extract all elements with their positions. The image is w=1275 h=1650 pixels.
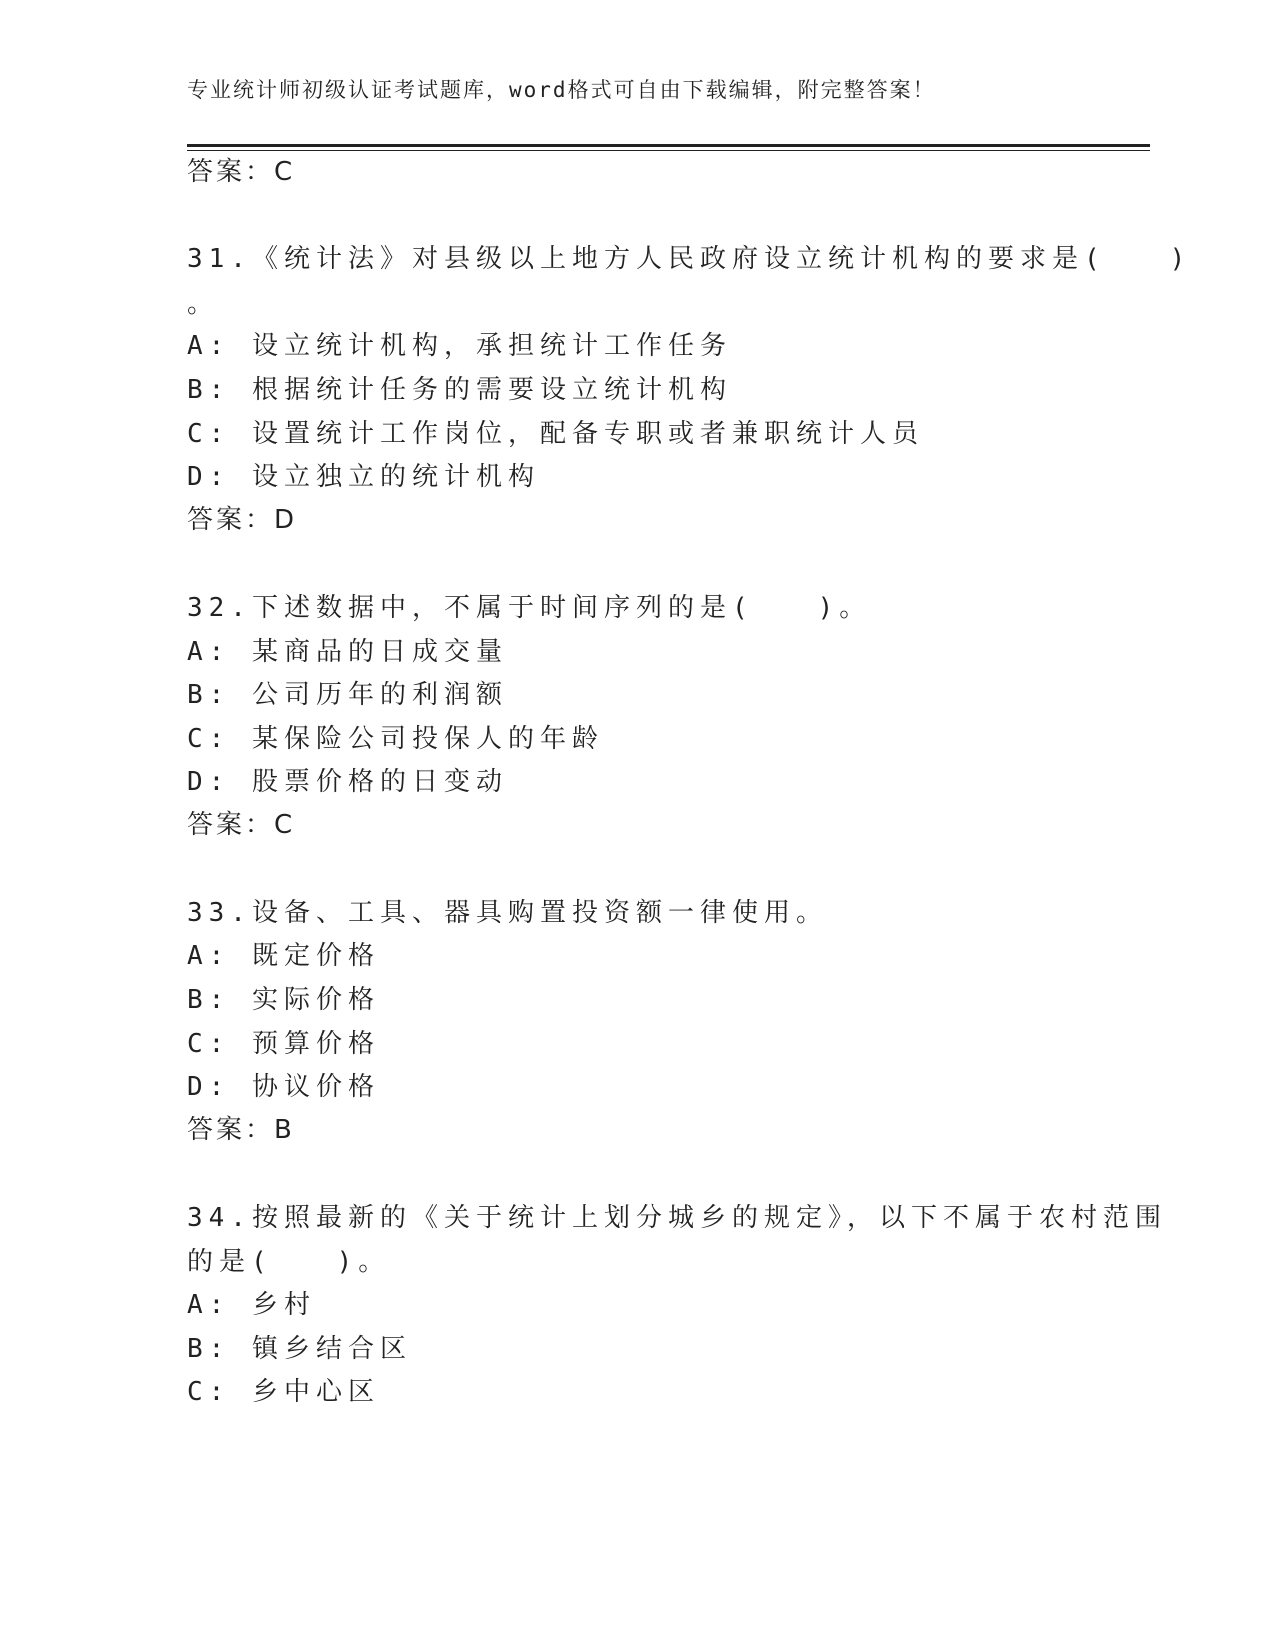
question-31-option-d: D: 设立独立的统计机构	[187, 462, 540, 492]
question-31-stem-cont: 。	[187, 289, 220, 319]
question-31-stem: 31.《统计法》对县级以上地方人民政府设立统计机构的要求是( )	[187, 244, 1192, 274]
header-rule-thick	[187, 144, 1150, 147]
question-33-option-a: A: 既定价格	[187, 941, 380, 971]
question-34-option-c: C: 乡中心区	[187, 1377, 380, 1407]
question-32-option-d: D: 股票价格的日变动	[187, 767, 508, 797]
question-34-stem-cont: 的是( )。	[187, 1247, 391, 1277]
question-31-answer: 答案：D	[187, 505, 298, 535]
question-33-option-d: D: 协议价格	[187, 1072, 380, 1102]
question-32-option-a: A: 某商品的日成交量	[187, 637, 508, 667]
question-32-stem: 32.下述数据中，不属于时间序列的是( )。	[187, 593, 872, 623]
question-32-option-c: C: 某保险公司投保人的年龄	[187, 724, 604, 754]
question-34-option-b: B: 镇乡结合区	[187, 1334, 412, 1364]
question-32-option-b: B: 公司历年的利润额	[187, 680, 508, 710]
question-34-option-a: A: 乡村	[187, 1290, 316, 1320]
question-33-option-c: C: 预算价格	[187, 1029, 380, 1059]
question-31-option-c: C: 设置统计工作岗位，配备专职或者兼职统计人员	[187, 419, 924, 449]
question-31-option-b: B: 根据统计任务的需要设立统计机构	[187, 375, 732, 405]
page-header: 专业统计师初级认证考试题库，word格式可自由下载编辑，附完整答案！	[187, 78, 936, 102]
question-33-stem: 33.设备、工具、器具购置投资额一律使用。	[187, 898, 828, 928]
question-33-answer: 答案：B	[187, 1115, 295, 1145]
question-33-option-b: B: 实际价格	[187, 985, 380, 1015]
answer-30: 答案：C	[187, 157, 296, 187]
header-rule-thin	[187, 150, 1150, 151]
question-31-option-a: A: 设立统计机构，承担统计工作任务	[187, 331, 732, 361]
question-34-stem: 34.按照最新的《关于统计上划分城乡的规定》，以下不属于农村范围	[187, 1203, 1167, 1233]
question-32-answer: 答案：C	[187, 810, 296, 840]
